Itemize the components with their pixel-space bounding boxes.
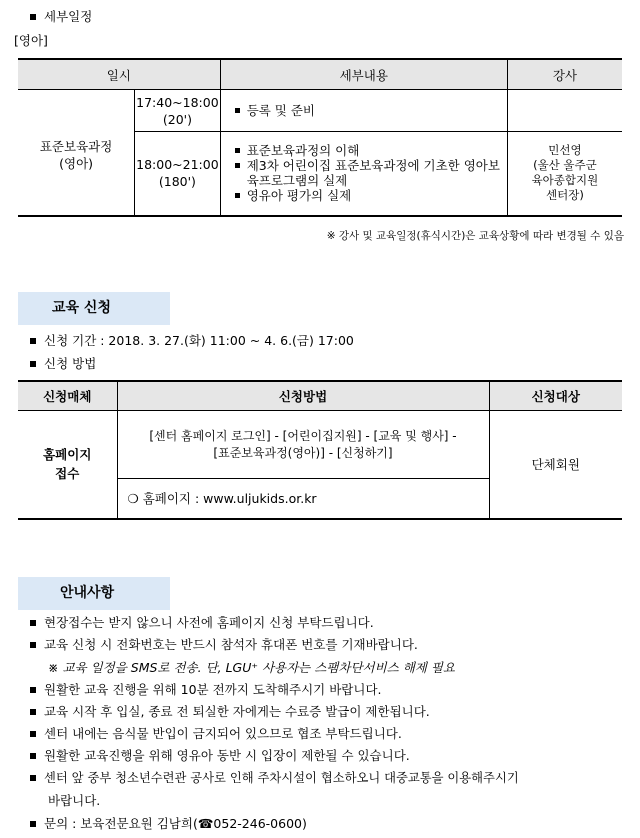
instructor-cell: 민선영 (울산 울주군 육아종합지원 센터장) [507,132,622,216]
schedule-heading: 세부일정 [30,7,92,25]
bullet-icon [30,642,36,648]
header-method: 신청방법 [117,381,489,411]
bullet-icon [30,620,36,626]
apply-period: 신청 기간 : 2018. 3. 27.(화) 11:00 ~ 4. 6.(금) 17:00 [30,331,354,349]
notice-item: 현장접수는 받지 않으니 사전에 홈페이지 신청 부탁드립니다. [30,613,374,631]
bullet-icon [30,775,36,781]
bullet-icon [30,709,36,715]
schedule-note: ※ 강사 및 교육일정(휴식시간)은 교육상황에 따라 변경될 수 있음 [326,230,624,242]
phone-icon: ☎ [197,816,214,831]
table-row [18,411,622,479]
homepage-cell [117,479,489,519]
notice-item: 센터 내에는 음식물 반입이 금지되어 있으므로 협조 부탁드립니다. [30,724,402,742]
list-item: 등록 및 준비 [233,103,506,118]
notice-section-title: 안내사항 [18,577,170,610]
bullet-icon [30,338,36,344]
time-cell: 17:40~18:00 (20') [135,90,221,132]
bullet-icon [30,14,36,20]
notice-item: 센터 앞 중부 청소년수련관 공사로 인해 주차시설이 협소하오니 대중교통을 이용해주시기 [30,768,519,786]
list-item: 영유아 평가의 실제 [233,188,506,203]
header-datetime: 일시 [18,59,220,90]
notice-item: 원활한 교육진행을 위해 영유아 동반 시 입장이 제한될 수 있습니다. [30,746,410,764]
header-instructor: 강사 [507,59,622,90]
list-item: 표준보육과정의 이해 [233,143,506,158]
bullet-icon [30,753,36,759]
apply-table-header [18,381,622,411]
time-cell: 18:00~21:00 (180') [135,132,221,216]
notice-item-continued: 바랍니다. [48,793,101,808]
course-cell: 표준보육과정 (영아) [18,90,135,216]
bullet-icon [30,821,36,827]
notice-sms-note: ※ 교육 일정을 SMS로 전송. 단, LGU⁺ 사용자는 스팸차단서비스 해제 필요 [48,660,456,675]
schedule-table-header [18,59,622,90]
instructor-cell [507,90,622,132]
apply-method-heading: 신청 방법 [30,354,96,372]
medium-cell: 홈페이지 접수 [18,411,117,519]
table-row [18,90,622,132]
content-cell [220,90,507,132]
notice-contact: 문의 : 보육전문요원 김남희(☎052-246-0600) [30,814,307,832]
notice-item: 교육 신청 시 전화번호는 반드시 참석자 휴대폰 번호를 기재바랍니다. [30,635,418,653]
header-target: 신청대상 [489,381,622,411]
content-cell [220,132,507,216]
list-item: 제3차 어린이집 표준보육과정에 기초한 영아보육프로그램의 실제 [233,158,506,188]
bullet-icon [30,361,36,367]
apply-table [18,380,622,520]
notice-item: 원활한 교육 진행을 위해 10분 전까지 도착해주시기 바랍니다. [30,680,382,698]
bullet-icon [30,731,36,737]
schedule-group-label: [영아] [14,33,48,48]
schedule-table [18,58,622,217]
header-content: 세부내용 [220,59,507,90]
apply-section-title: 교육 신청 [18,292,170,325]
circle-bullet-icon: ❍ [127,491,139,507]
bullet-icon [30,687,36,693]
homepage-link[interactable]: 홈페이지 : www.uljukids.or.kr [142,491,317,507]
notice-item: 교육 시작 후 입실, 종료 전 퇴실한 자에게는 수료증 발급이 제한됩니다. [30,702,430,720]
target-cell: 단체회원 [489,411,622,519]
method-cell: [센터 홈페이지 로그인] - [어린이집지원] - [교육 및 행사] - [표준보육과정(영아)] - [신청하기] [117,411,489,479]
header-medium: 신청매체 [18,381,117,411]
